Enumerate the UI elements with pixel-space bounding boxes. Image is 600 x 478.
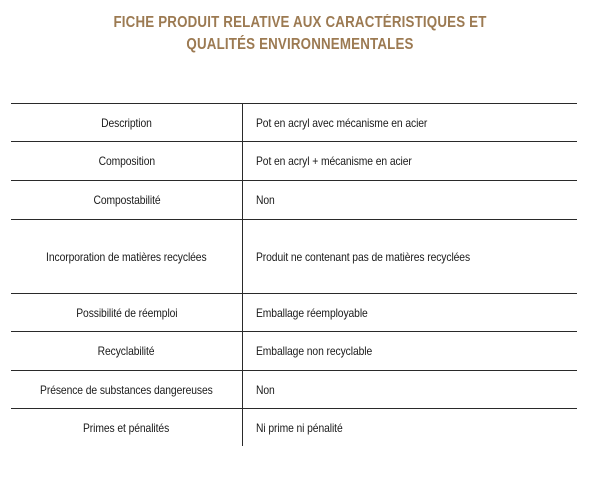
row-value: Produit ne contenant pas de matières recyclées — [256, 249, 471, 264]
row-value: Pot en acryl + mécanisme en acier — [256, 154, 412, 168]
row-label: Incorporation de matières recyclées — [11, 220, 243, 293]
row-label: Recyclabilité — [11, 332, 243, 370]
row-value: Pot en acryl avec mécanisme en acier — [256, 115, 428, 130]
row-value: Emballage non recyclable — [256, 344, 373, 358]
row-value: Non — [256, 193, 275, 207]
table-row-recyclability — [11, 332, 577, 371]
table-row-bonus-penalty — [11, 409, 577, 446]
row-label: Présence de substances dangereuses — [11, 371, 243, 408]
row-value: Emballage réemployable — [256, 305, 368, 320]
row-value: Ni prime ni pénalité — [256, 420, 343, 435]
page-title — [42, 12, 558, 56]
product-characteristics-table — [11, 103, 577, 446]
table-row-composition — [11, 142, 577, 181]
table-row-reuse — [11, 294, 577, 332]
table-row-hazardous-substances — [11, 371, 577, 409]
row-label: Compostabilité — [11, 181, 243, 219]
table-row-recycled-content — [11, 220, 577, 294]
page-title-line-1: FICHE PRODUIT RELATIVE AUX CARACTÉRISTIQUES ET — [113, 14, 487, 31]
row-value: Non — [256, 382, 275, 397]
row-label: Composition — [11, 142, 243, 180]
page-title-line-2: QUALITÉS ENVIRONNEMENTALES — [186, 36, 414, 53]
row-label: Description — [11, 104, 243, 141]
row-label: Primes et pénalités — [11, 409, 243, 446]
table-row-compostability — [11, 181, 577, 220]
table-row-description — [11, 104, 577, 142]
row-label: Possibilité de réemploi — [11, 294, 243, 331]
